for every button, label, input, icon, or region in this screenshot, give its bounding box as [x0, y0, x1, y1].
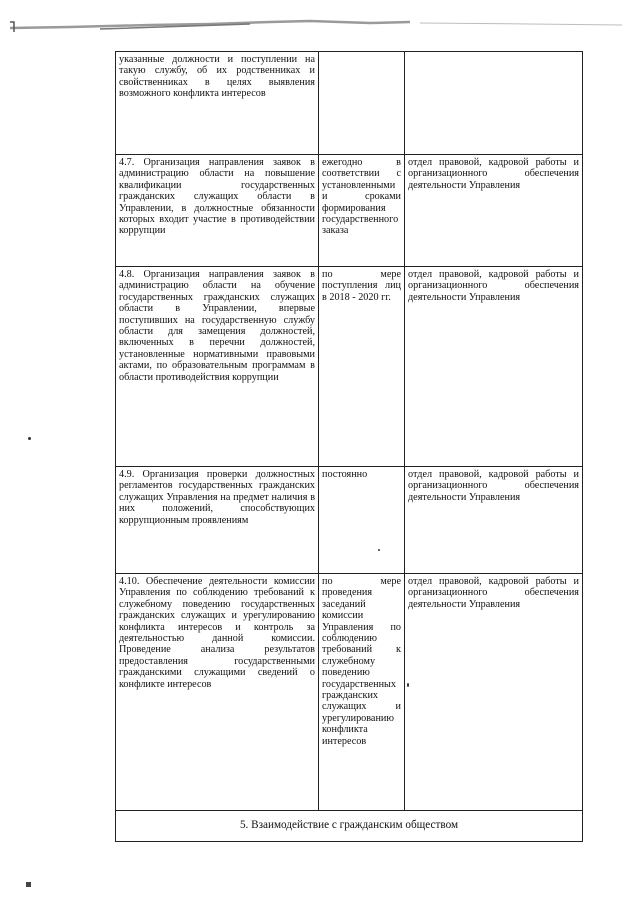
- table-row: [116, 574, 583, 811]
- responsible-cell: [405, 267, 583, 467]
- deadline-cell: [319, 574, 405, 811]
- task-cell: [116, 52, 319, 155]
- responsible-text: отдел правовой, кадровой работы и организационного обеспечения деятельности Управления: [408, 157, 579, 191]
- table-row: [116, 267, 583, 467]
- table-row: [116, 52, 583, 155]
- section-heading-row: [116, 811, 583, 842]
- section-heading: 5. Взаимодействие с гражданским обществом: [116, 811, 583, 842]
- task-cell: [116, 574, 319, 811]
- deadline-cell: [319, 467, 405, 574]
- scan-artifact-streak: [10, 18, 622, 32]
- responsible-cell: [405, 467, 583, 574]
- responsible-cell: [405, 52, 583, 155]
- deadline-cell: [319, 52, 405, 155]
- deadline-cell: [319, 267, 405, 467]
- task-text: 4.8. Организация направления заявок в администрацию области на обучение государственных гражданских служащих области в Управлении, впервые поступивших на государственную службу области для замещения должностей, включенных в перечни должностей, установленные нормативными правовыми актами, по образовательным программам в области противодействия коррупции: [119, 269, 315, 383]
- responsible-cell: [405, 574, 583, 811]
- task-text: 4.10. Обеспечение деятельности комиссии Управления по соблюдению требований к служебному поведению государственных гражданских служащих и урегулированию конфликта интересов и контроль за деятельностью данной комиссии. Проведение анализа результатов предоставления государственными гражданскими служащими сведений о конфликте интересов: [119, 576, 315, 690]
- scan-speck: [407, 683, 409, 687]
- task-cell: [116, 155, 319, 267]
- deadline-text: по мере поступления лиц в 2018 - 2020 гг.: [322, 269, 401, 303]
- scan-corner-mark: [26, 882, 31, 887]
- task-cell: [116, 467, 319, 574]
- task-cell: [116, 267, 319, 467]
- responsible-text: отдел правовой, кадровой работы и организационного обеспечения деятельности Управления: [408, 469, 579, 503]
- task-text: указанные должности и поступлении на такую службу, об их родственниках и свойственниках в целях выявления возможного конфликта интересов: [119, 54, 315, 100]
- deadline-cell: [319, 155, 405, 267]
- responsible-text: отдел правовой, кадровой работы и организационного обеспечения деятельности Управления: [408, 269, 579, 303]
- deadline-text: ежегодно в соответствии с установленными и сроками формирования государственного заказа: [322, 157, 401, 237]
- scan-speck: [378, 549, 380, 551]
- measures-table: [115, 51, 583, 842]
- table-row: [116, 155, 583, 267]
- task-text: 4.7. Организация направления заявок в администрацию области на повышение квалификации государственных гражданских служащих области в Управлении, в должностные обязанности которых входит участие в противодействии коррупции: [119, 157, 315, 237]
- task-text: 4.9. Организация проверки должностных регламентов государственных гражданских служащих Управления на предмет наличия в них положений, способствующих коррупционным проявлениям: [119, 469, 315, 526]
- responsible-text: отдел правовой, кадровой работы и организационного обеспечения деятельности Управления: [408, 576, 579, 610]
- table-row: [116, 467, 583, 574]
- deadline-text: по мере проведения заседаний комиссии Управления по соблюдению требований к служебному поведению государственных гражданских служащих и урегулированию конфликта интересов: [322, 576, 401, 747]
- scan-speck: [28, 437, 31, 440]
- deadline-text: постоянно: [322, 469, 368, 480]
- responsible-cell: [405, 155, 583, 267]
